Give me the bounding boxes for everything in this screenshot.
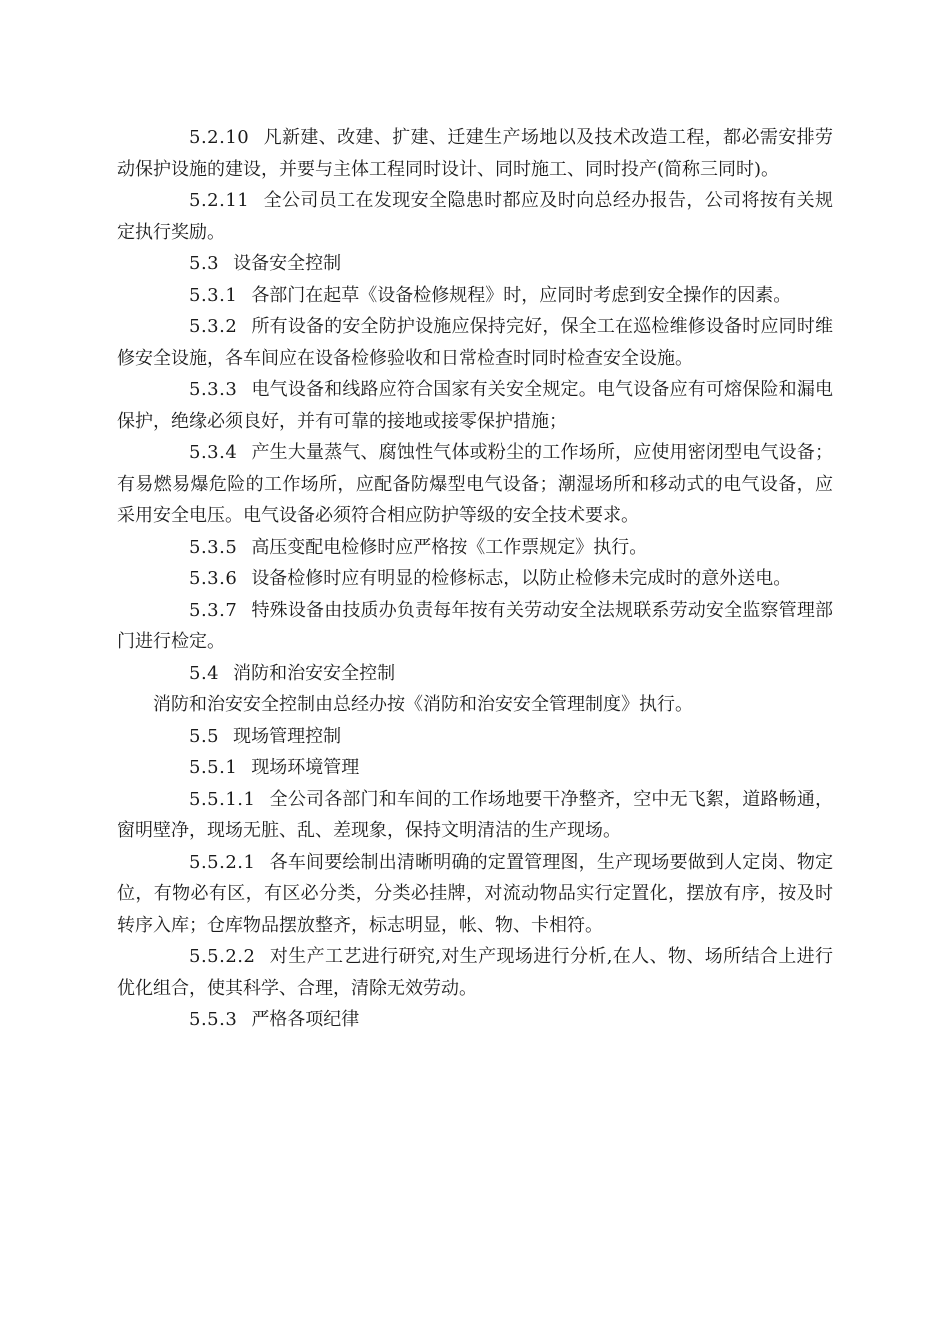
section-number: 5.4 [189,662,220,684]
clause-5-3-2 [117,311,833,374]
clause-text: 各部门在起草《设备检修规程》时，应同时考虑到安全操作的因素。 [251,284,792,306]
clause-5-5-2-2 [117,941,833,1004]
clause-5-5-2-1 [117,847,833,942]
clause-text: 产生大量蒸气、腐蚀性气体或粉尘的工作场所，应使用密闭型电气设备；有易燃易爆危险的工作场所，应配备防爆型电气设备；潮湿场所和移动式的电气设备，应采用安全电压。电气设备必须符合相应防护等级的安全技术要求。 [117,442,833,526]
clause-text: 设备检修时应有明显的检修标志，以防止检修未完成时的意外送电。 [251,568,792,589]
clause-number: 5.2.10 [189,127,250,148]
document-page [117,122,833,1036]
subsection-heading-5-5-3 [117,1004,833,1036]
section-number: 5.5 [189,725,220,747]
clause-number: 5.3.3 [189,379,238,400]
clause-text: 高压变配电检修时应严格按《工作票规定》执行。 [251,536,648,558]
clause-number: 5.5.2.1 [189,851,256,873]
section-number: 5.5.3 [189,1009,238,1030]
clause-5-2-11 [117,185,833,248]
clause-5-3-5 [117,532,833,564]
clause-text: 凡新建、改建、扩建、迁建生产场地以及技术改造工程，都必需安排劳动保护设施的建设，并要与主体工程同时设计、同时施工、同时投产(简称三同时)。 [117,127,833,180]
section-heading-5-4 [117,658,833,690]
clause-text: 所有设备的安全防护设施应保持完好，保全工在巡检维修设备时应同时维修安全设施，各车间应在设备检修验收和日常检查时同时检查安全设施。 [117,316,833,369]
clause-text: 特殊设备由技质办负责每年按有关劳动安全法规联系劳动安全监察管理部门进行检定。 [117,599,833,652]
clause-number: 5.3.5 [189,536,238,558]
section-heading-5-3 [117,248,833,280]
clause-text: 全公司员工在发现安全隐患时都应及时向总经办报告，公司将按有关规定执行奖励。 [117,190,833,243]
clause-number: 5.3.6 [189,568,238,589]
section-heading-5-5 [117,721,833,753]
section-title: 设备安全控制 [233,253,342,274]
clause-text: 对生产工艺进行研究,对生产现场进行分析,在人、物、场所结合上进行优化组合，使其科学、合理，清除无效劳动。 [117,946,833,999]
clause-5-5-1-1 [117,784,833,847]
section-title: 现场环境管理 [251,757,360,778]
clause-number: 5.5.2.2 [189,946,256,967]
subsection-heading-5-5-1 [117,752,833,784]
clause-number: 5.3.4 [189,442,238,463]
clause-5-3-7 [117,595,833,658]
section-number: 5.3 [189,253,220,274]
clause-5-2-10 [117,122,833,185]
clause-number: 5.2.11 [189,190,250,211]
clause-text: 电气设备和线路应符合国家有关安全规定。电气设备应有可熔保险和漏电保护，绝缘必须良好，并有可靠的接地或接零保护措施； [117,379,833,432]
clause-5-3-3 [117,374,833,437]
clause-text: 各车间要绘制出清晰明确的定置管理图，生产现场要做到人定岗、物定位，有物必有区，有区必分类，分类必挂牌，对流动物品实行定置化，摆放有序，按及时转序入库；仓库物品摆放整齐，标志明显，帐、物、卡相符。 [117,851,833,936]
clause-number: 5.5.1.1 [189,788,256,810]
section-title: 严格各项纪律 [251,1009,360,1030]
section-number: 5.5.1 [189,757,238,778]
section-title: 现场管理控制 [233,725,342,747]
clause-5-3-6 [117,563,833,595]
clause-5-3-1 [117,280,833,312]
clause-5-3-4 [117,437,833,532]
clause-5-4-body [117,689,833,721]
clause-number: 5.3.1 [189,284,238,306]
clause-text: 消防和治安安全控制由总经办按《消防和治安安全管理制度》执行。 [153,694,693,715]
clause-number: 5.3.7 [189,599,238,621]
clause-number: 5.3.2 [189,316,238,337]
clause-text: 全公司各部门和车间的工作场地要干净整齐，空中无飞絮，道路畅通，窗明壁净，现场无脏、乱、差现象，保持文明清洁的生产现场。 [117,788,833,841]
section-title: 消防和治安安全控制 [233,662,396,684]
